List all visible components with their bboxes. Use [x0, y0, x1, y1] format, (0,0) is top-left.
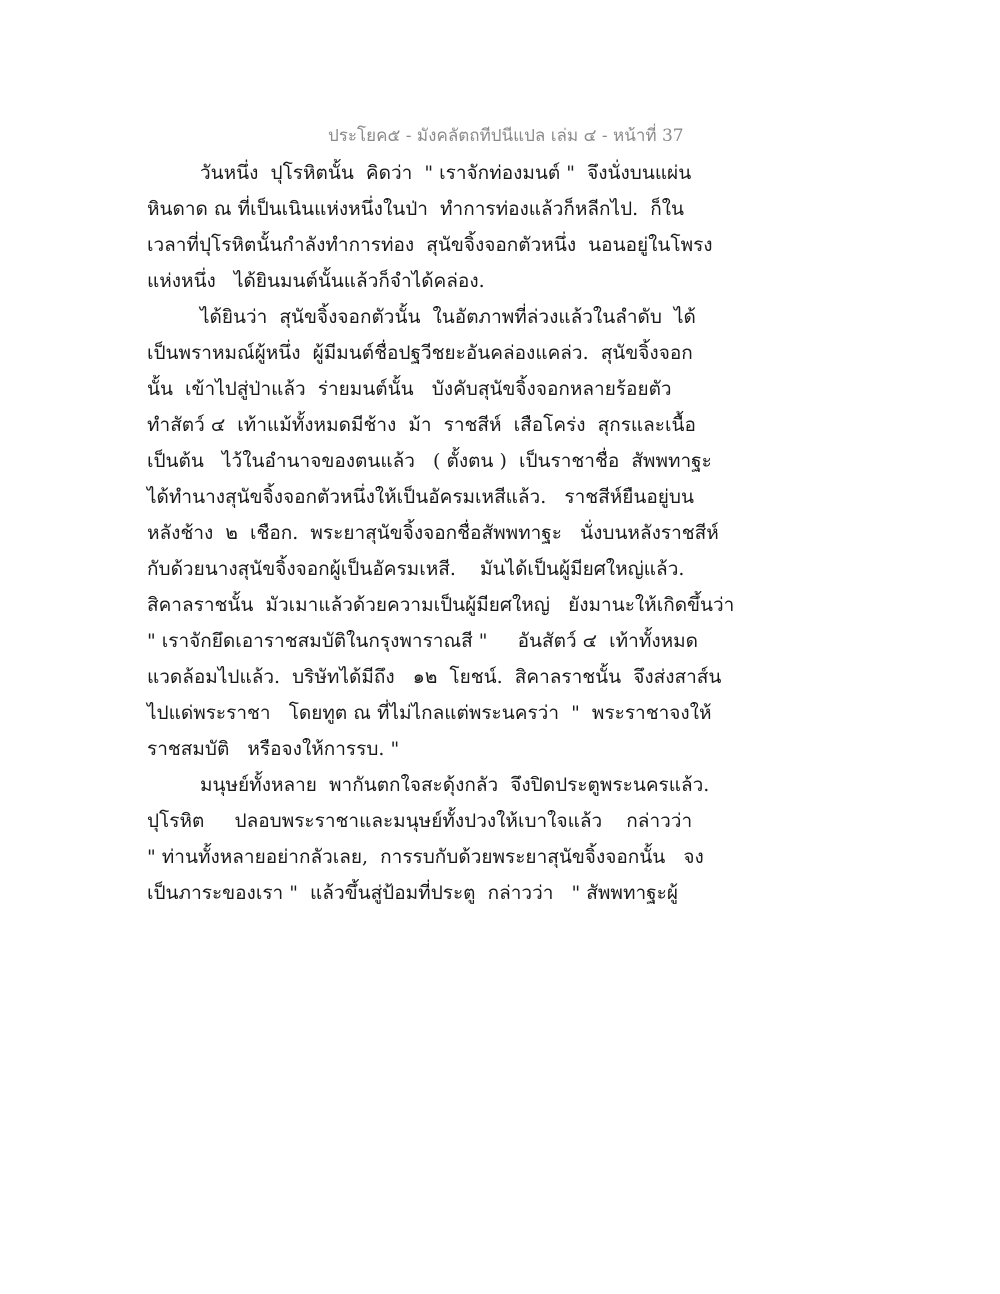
text-line: ราชสมบัติ หรือจงให้การรบ. ": [147, 738, 400, 760]
text-line: ปุโรหิต ปลอบพระราชาและมนุษย์ทั้งปวงให้เบาใจแล้ว กล่าวว่า: [147, 810, 693, 832]
text-line: " เราจักยึดเอาราชสมบัติในกรุงพาราณสี " อันสัตว์ ๔ เท้าทั้งหมด: [147, 630, 699, 652]
text-line: ได้ทำนางสุนัขจิ้งจอกตัวหนึ่งให้เป็นอัครมเหสีแล้ว. ราชสีห์ยืนอยู่บน: [147, 486, 694, 508]
text-line: " ท่านทั้งหลายอย่ากลัวเลย, การรบกับด้วยพระยาสุนัขจิ้งจอกนั้น จง: [147, 846, 704, 868]
text-line: ไปแด่พระราชา โดยทูต ณ ที่ไม่ไกลแต่พระนครว่า " พระราชาจงให้: [147, 702, 712, 724]
text-line: ทำสัตว์ ๔ เท้าแม้ทั้งหมดมีช้าง ม้า ราชสีห์ เสือโคร่ง สุกรและเนื้อ: [147, 414, 696, 436]
text-line: กับด้วยนางสุนัขจิ้งจอกผู้เป็นอัครมเหสี. มันได้เป็นผู้มียศใหญ่แล้ว.: [147, 558, 685, 580]
text-line: หลังช้าง ๒ เชือก. พระยาสุนัขจิ้งจอกชื่อสัพพทาฐะ นั่งบนหลังราชสีห์: [147, 522, 719, 544]
text-line: เป็นพราหมณ์ผู้หนึ่ง ผู้มีมนต์ชื่อปฐวีชยะอันคล่องแคล่ว. สุนัขจิ้งจอก: [147, 342, 693, 364]
text-line: เวลาที่ปุโรหิตนั้นกำลังทำการท่อง สุนัขจิ้งจอกตัวหนึ่ง นอนอยู่ในโพรง: [147, 234, 713, 256]
text-line: วันหนึ่ง ปุโรหิตนั้น คิดว่า " เราจักท่องมนต์ " จึงนั่งบนแผ่น: [200, 162, 692, 184]
text-line: ได้ยินว่า สุนัขจิ้งจอกตัวนั้น ในอัตภาพที่ล่วงแล้วในลำดับ ได้: [200, 306, 696, 328]
body-text: [147, 155, 735, 911]
text-line: หินดาด ณ ที่เป็นเนินแห่งหนึ่งในป่า ทำการท่องแล้วก็หลีกไป. ก็ใน: [147, 198, 685, 220]
text-line: สิคาลราชนั้น มัวเมาแล้วด้วยความเป็นผู้มียศใหญ่ ยังมานะให้เกิดขึ้นว่า: [147, 594, 735, 616]
text-line: แวดล้อมไปแล้ว. บริษัทได้มีถึง ๑๒ โยชน์. สิคาลราชนั้น จึงส่งสาส์น: [147, 666, 722, 688]
text-line: มนุษย์ทั้งหลาย พากันตกใจสะดุ้งกลัว จึงปิดประตูพระนครแล้ว.: [200, 774, 710, 796]
text-line: เป็นต้น ไว้ในอำนาจของตนแล้ว ( ตั้งตน ) เป็นราชาชื่อ สัพพทาฐะ: [147, 450, 712, 472]
text-line: แห่งหนึ่ง ได้ยินมนต์นั้นแล้วก็จำได้คล่อง.: [147, 270, 485, 292]
text-line: นั้น เข้าไปสู่ป่าแล้ว ร่ายมนต์นั้น บังคับสุนัขจิ้งจอกหลายร้อยตัว: [147, 378, 672, 400]
running-header: ประโยค๕ - มังคลัตถทีปนีแปล เล่ม ๔ - หน้าที่ 37: [328, 126, 684, 146]
text-line: เป็นภาระของเรา " แล้วขึ้นสู่ป้อมที่ประตู กล่าวว่า " สัพพทาฐะผู้: [147, 882, 678, 904]
